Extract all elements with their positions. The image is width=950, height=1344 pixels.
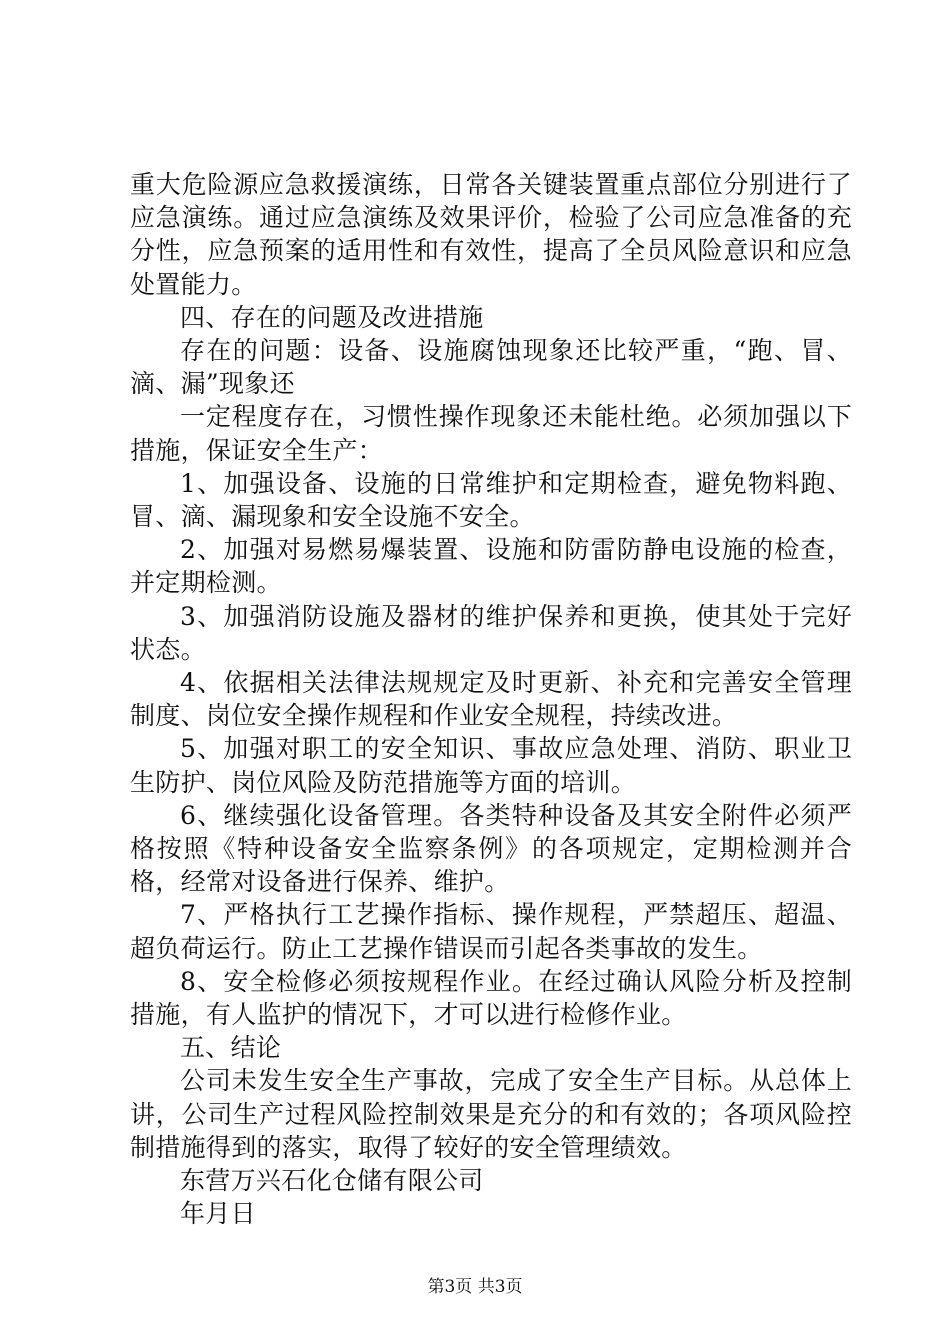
measure-item-7: 7、严格执行工艺操作指标、操作规程，严禁超压、超温、超负荷运行。防止工艺操作错误而引起各类事故的发生。 [130,900,852,963]
paragraph-conclusion: 公司未发生安全生产事故，完成了安全生产目标。从总体上讲，公司生产过程风险控制效果是充分的和有效的；各项风险控制措施得到的落实，取得了较好的安全管理绩效。 [130,1066,852,1162]
section-heading-conclusion: 五、结论 [180,1033,282,1063]
section-heading-problems: 四、存在的问题及改进措施 [180,302,484,332]
measure-item-2: 2、加强对易燃易爆装置、设施和防雷防静电设施的检查，并定期检测。 [130,535,852,598]
measure-item-8: 8、安全检修必须按规程作业。在经过确认风险分析及控制措施，有人监护的情况下，才可以进行检修作业。 [130,966,852,1030]
document-body [130,168,852,1231]
measure-item-5: 5、加强对职工的安全知识、事故应急处理、消防、职业卫生防护、岗位风险及防范措施等方面的培训。 [130,734,852,797]
paragraph-problems-continued: 一定程度存在，习惯性操作现象还未能杜绝。必须加强以下措施，保证安全生产： [130,402,852,465]
signature-company: 东营万兴石化仓储有限公司 [180,1166,484,1196]
measure-item-1: 1、加强设备、设施的日常维护和定期检查，避免物料跑、冒、滴、漏现象和安全设施不安全。 [130,468,852,532]
page-number-footer: 第3页 共3页 [427,1277,523,1297]
paragraph-drill-summary: 重大危险源应急救援演练，日常各关键装置重点部位分别进行了应急演练。通过应急演练及效果评价，检验了公司应急准备的充分性，应急预案的适用性和有效性，提高了全员风险意识和应急处置能力。 [130,170,852,299]
signature-date: 年月日 [180,1199,256,1229]
measure-item-3: 3、加强消防设施及器材的维护保养和更换，使其处于完好状态。 [130,601,852,664]
paragraph-problems: 存在的问题：设备、设施腐蚀现象还比较严重，“跑、冒、滴、漏”现象还 [130,336,852,399]
measure-item-6: 6、继续强化设备管理。各类特种设备及其安全附件必须严格按照《特种设备安全监察条例》的各项规定，定期检测并合格，经常对设备进行保养、维护。 [130,800,852,897]
measure-item-4: 4、依据相关法律法规规定及时更新、补充和完善安全管理制度、岗位安全操作规程和作业安全规程，持续改进。 [130,668,852,731]
